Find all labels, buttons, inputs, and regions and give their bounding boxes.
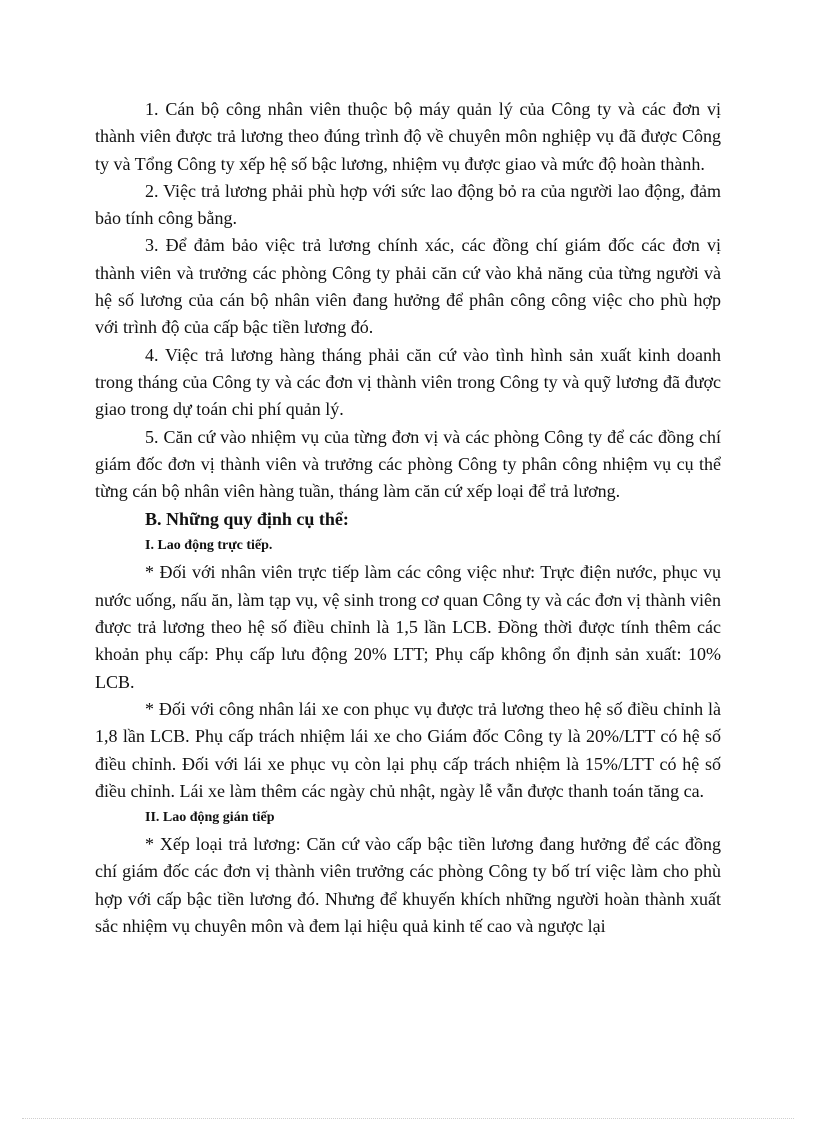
paragraph-2: 2. Việc trả lương phải phù hợp với sức lao động bỏ ra của người lao động, đảm bảo tính công bằng. [95, 180, 721, 229]
paragraph-1: 1. Cán bộ công nhân viên thuộc bộ máy quản lý của Công ty và các đơn vị thành viên được trả lương theo đúng trình độ về chuyên môn nghiệp vụ đã được Công ty và Tổng Công ty xếp hệ số bậc lương, nhiệm vụ được giao và mức độ hoàn thành. [95, 99, 721, 174]
paragraph-salary-rating: * Xếp loại trả lương: Căn cứ vào cấp bậc tiền lương đang hưởng để các đồng chí giám đốc các đơn vị thành viên trưởng các phòng Công ty bố trí việc làm cho phù hợp với cấp bậc tiền lương đó. Nhưng để khuyến khích những người hoàn thành xuất sắc nhiệm vụ chuyên môn và đem lại hiệu quả kinh tế cao và ngược lại [95, 834, 721, 937]
document-page [95, 96, 721, 940]
paragraph-4: 4. Việc trả lương hàng tháng phải căn cứ vào tình hình sản xuất kinh doanh trong tháng của Công ty và các đơn vị thành viên trong Công ty và quỹ lương đã được giao trong dự toán chi phí quản lý. [95, 344, 721, 420]
page-bottom-divider [22, 1118, 794, 1119]
paragraph-direct-staff: * Đối với nhân viên trực tiếp làm các công việc như: Trực điện nước, phục vụ nước uống, nấu ăn, làm tạp vụ, vệ sinh trong cơ quan Công ty và các đơn vị thành viên được trả lương theo hệ số điều chỉnh là 1,5 lần LCB. Đồng thời được tính thêm các khoản phụ cấp: Phụ cấp lưu động 20% LTT; Phụ cấp không ổn định sản xuất: 10% LCB. [95, 562, 721, 692]
section-heading-b: B. Những quy định cụ thể: [145, 509, 349, 530]
subheading-indirect-labor: II. Lao động gián tiếp [145, 810, 275, 826]
paragraph-3: 3. Để đảm bảo việc trả lương chính xác, các đồng chí giám đốc các đơn vị thành viên và trưởng các phòng Công ty phải căn cứ vào khả năng của từng người và hệ số lương của cán bộ nhân viên đang hưởng để phân công công việc cho phù hợp với trình độ của cấp bậc tiền lương đó. [95, 235, 721, 338]
paragraph-5: 5. Căn cứ vào nhiệm vụ của từng đơn vị và các phòng Công ty để các đồng chí giám đốc đơn vị thành viên và trưởng các phòng Công ty phân công nhiệm vụ cụ thể từng cán bộ nhân viên hàng tuần, tháng làm căn cứ xếp loại để trả lương. [95, 426, 721, 502]
subheading-direct-labor: I. Lao động trực tiếp. [145, 538, 273, 554]
paragraph-drivers: * Đối với công nhân lái xe con phục vụ được trả lương theo hệ số điều chỉnh là 1,8 lần LCB. Phụ cấp trách nhiệm lái xe cho Giám đốc Công ty là 20%/LTT có hệ số điều chỉnh. Đối với lái xe phục vụ còn lại phụ cấp trách nhiệm là 15%/LTT có hệ số điều chỉnh. Lái xe làm thêm các ngày chủ nhật, ngày lễ vẫn được thanh toán tăng ca. [95, 698, 721, 801]
